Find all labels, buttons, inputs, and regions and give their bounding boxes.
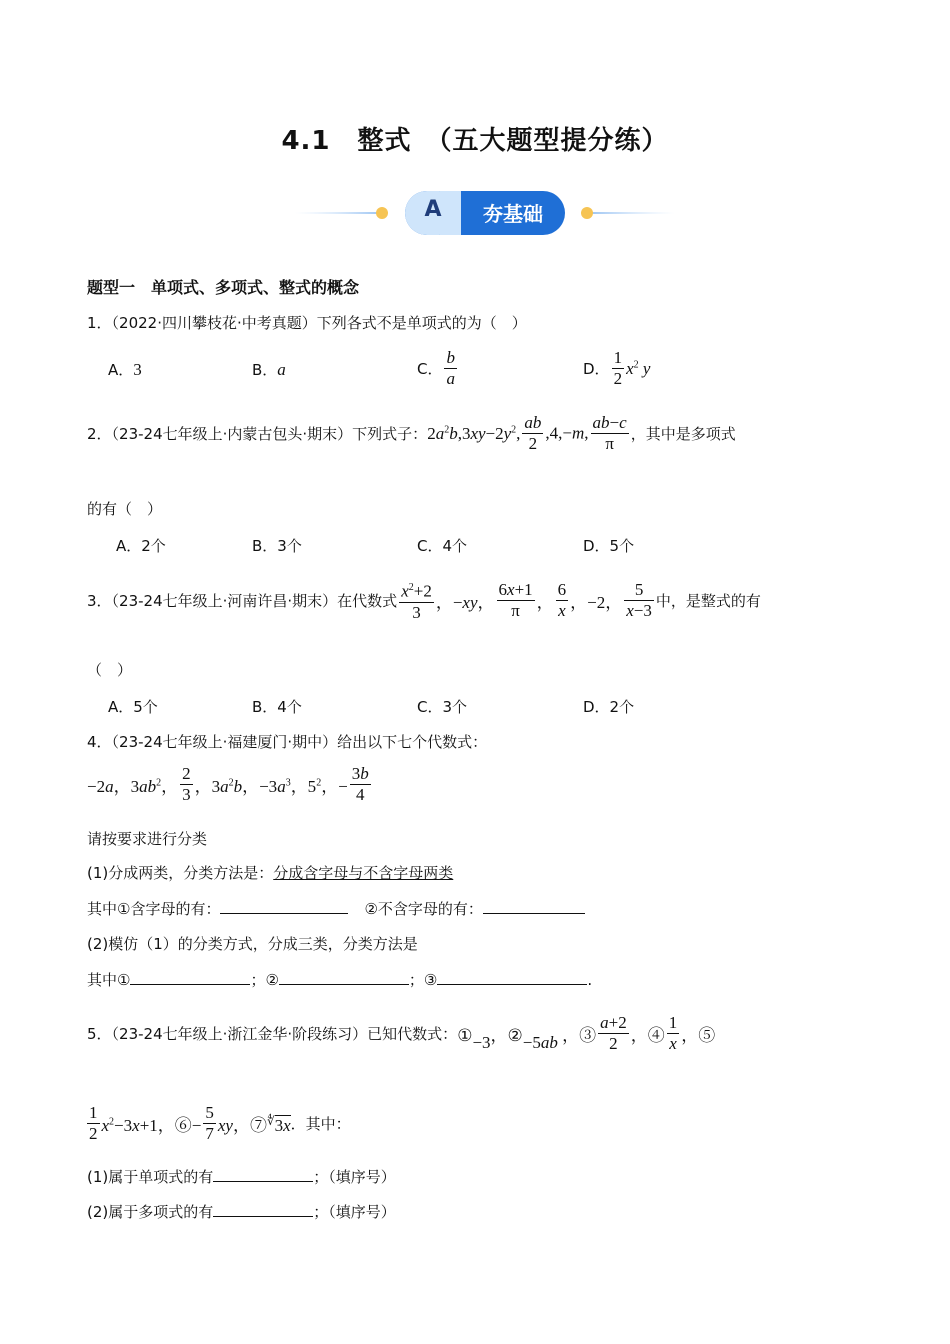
banner-left-dot	[376, 207, 388, 219]
question-source: （23-24七年级上·河南许昌·期末）	[111, 591, 338, 610]
q5-expressions-cont: $\frac{1}{2}$ $x^2-3x+1$，⑥− $\frac{5}{7}$ xy，⑦∜3x．其中：	[89, 1103, 351, 1143]
question-4-stem	[87, 731, 487, 752]
question-text: 给出以下七个代数式：	[337, 733, 488, 751]
banner-right-dot	[581, 207, 593, 219]
banner-right-line	[590, 212, 675, 214]
question-source: （23-24七年级上·内蒙古包头·期末）	[111, 425, 353, 443]
q1-option-c[interactable]: C． $\frac{b}{a}$	[417, 348, 455, 388]
question-1-stem	[87, 312, 527, 333]
q2-option-a[interactable]: A．2个	[116, 537, 166, 555]
q3-option-a[interactable]: A．5个	[108, 698, 158, 716]
question-text: 下列式子：	[352, 425, 428, 443]
q2-option-d[interactable]: D．5个	[583, 537, 635, 555]
banner-left-line	[295, 212, 380, 214]
question-3-stem: 3．（23-24七年级上·河南许昌·期末）在代数式 $\frac{x^2+2}{3}$ ，−xy， $\frac{6x+1}{\pi}$ ， $\frac{6}{x}$ ，−2， $\frac{5}{x-3}$ 中，是整式的有	[87, 579, 761, 622]
question-source: （23-24七年级上·浙江金华·阶段练习）	[111, 1025, 368, 1043]
q4-part1-method: 分成含字母与不含字母两类	[273, 864, 454, 882]
q2-frac-ab-c-pi: $\frac{ab-c}{\pi}$	[592, 413, 627, 453]
q2-option-c[interactable]: C．4个	[417, 537, 468, 555]
q4-part2-answers: 其中① ；② ；③ .	[87, 971, 593, 989]
q4-request: 请按要求进行分类	[87, 830, 208, 848]
q3-frac-4: $\frac{5}{x-3}$	[626, 579, 652, 620]
question-text: 下列各式不是单项式的为（ ）	[316, 314, 527, 332]
question-2-stem: 2．（23-24七年级上·内蒙古包头·期末）下列式子：$2a^2b,3xy-2y^2$, $\frac{ab}{2}$ ,4,−m, $\frac{ab-c}{\pi}$ ，其中是多项式	[87, 413, 736, 453]
question-number: 1．	[87, 314, 112, 332]
q3-frac-3: $\frac{6}{x}$	[557, 579, 567, 620]
q1-option-b[interactable]: B．a	[252, 360, 286, 379]
question-number: 4．	[87, 733, 112, 751]
q2-option-b[interactable]: B．3个	[252, 537, 302, 555]
question-text: 已知代数式：	[367, 1025, 458, 1043]
q5-part2: (2)属于多项式的有 ；（填序号）	[87, 1203, 396, 1221]
banner-text: 夯基础	[483, 202, 543, 226]
question-number: 5．	[87, 1025, 112, 1043]
q4-blank-class-1[interactable]	[130, 970, 250, 985]
q4-part1-answers: 其中①含字母的有： ②不含字母的有：	[87, 898, 585, 919]
q3-frac-1: $\frac{x^2+2}{3}$	[399, 578, 434, 623]
question-text: 在代数式	[337, 591, 398, 610]
q4-part1: (1)分成两类，分类方法是：分成含字母与不含字母两类	[87, 864, 454, 882]
page-title: 4.1 整式 （五大题型提分练）	[281, 126, 669, 156]
question-2-continuation: 的有（ ）	[87, 500, 163, 518]
section-heading: 题型一 单项式、多项式、整式的概念	[87, 278, 360, 297]
q5-blank-monomials[interactable]	[213, 1167, 313, 1182]
q4-blank-letters[interactable]	[220, 899, 348, 914]
q3-option-d[interactable]: D．2个	[583, 698, 635, 716]
q4-expressions: −2a，$3ab^2$， $\frac{2}{3}$ ，$3a^2b$，$-3a^3$，$5^2$，− $\frac{3b}{4}$	[87, 764, 369, 804]
q4-blank-class-2[interactable]	[279, 970, 409, 985]
question-source: （2022·四川攀枝花·中考真题）	[111, 314, 317, 332]
q4-blank-no-letters[interactable]	[483, 899, 585, 914]
question-number: 2．	[87, 425, 112, 443]
question-3-continuation: （ ）	[87, 661, 133, 679]
question-5-stem: 5．（23-24七年级上·浙江金华·阶段练习）已知代数式：①−3，②−5ab ，③ $\frac{a+2}{2}$ ，④ $\frac{1}{x}$ ，⑤	[87, 1013, 716, 1053]
question-source: （23-24七年级上·福建厦门·期中）	[111, 733, 338, 751]
q1-option-a[interactable]: A．3	[108, 360, 142, 379]
q5-part1: (1)属于单项式的有 ；（填序号）	[87, 1168, 396, 1186]
q2-frac-ab-2: $\frac{ab}{2}$	[524, 413, 542, 453]
q3-option-b[interactable]: B．4个	[252, 698, 302, 716]
q4-blank-class-3[interactable]	[437, 970, 587, 985]
banner-letter: A	[424, 197, 442, 222]
q2-expressions: $2a^2b,3xy-2y^2$,	[427, 423, 521, 443]
q4-part2: (2)模仿（1）的分类方式，分成三类，分类方法是	[87, 935, 418, 953]
q3-option-c[interactable]: C．3个	[417, 698, 468, 716]
q5-blank-polynomials[interactable]	[213, 1202, 313, 1217]
section-banner	[290, 185, 680, 241]
question-number: 3．	[87, 591, 112, 610]
q1-option-d[interactable]: D． $\frac{1}{2}$ $x^2$ y	[583, 348, 651, 388]
q3-frac-2: $\frac{6x+1}{\pi}$	[498, 579, 533, 620]
